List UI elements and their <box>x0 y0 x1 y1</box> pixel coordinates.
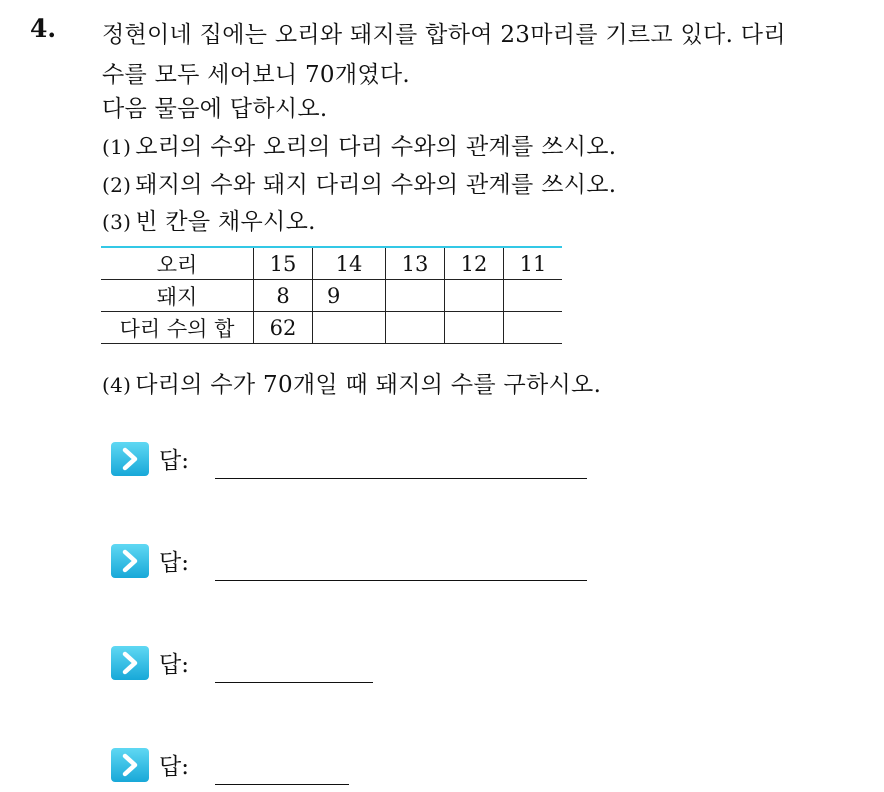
question-1-number: (1) <box>102 135 132 159</box>
question-2 <box>102 166 616 199</box>
table-cell: 9 <box>313 280 386 312</box>
table-cell: 62 <box>254 312 313 344</box>
answer-blank[interactable] <box>215 784 349 785</box>
question-3-number: (3) <box>102 210 132 234</box>
table-cell-blank[interactable] <box>313 312 386 344</box>
question-2-number: (2) <box>102 173 132 197</box>
problem-number: 4. <box>30 14 57 43</box>
table-cell: 13 <box>386 247 445 280</box>
table-cell-blank[interactable] <box>386 280 445 312</box>
chevron-right-icon <box>111 544 149 578</box>
answer-label: 답: <box>159 448 189 474</box>
question-1-text: 오리의 수와 오리의 다리 수와의 관계를 쓰시오. <box>135 134 617 160</box>
row-label: 오리 <box>101 247 254 280</box>
table-row-pig <box>101 280 562 312</box>
table-cell-blank[interactable] <box>445 312 504 344</box>
data-table <box>101 246 562 344</box>
answer-label: 답: <box>159 550 189 576</box>
chevron-right-icon <box>111 442 149 476</box>
problem-text-line2: 수를 모두 세어보니 70개였다. <box>102 62 411 88</box>
row-label: 돼지 <box>101 280 254 312</box>
table-cell-blank[interactable] <box>504 312 563 344</box>
table-cell: 8 <box>254 280 313 312</box>
problem-text-line1: 정현이네 집에는 오리와 돼지를 합하여 23마리를 기르고 있다. 다리 <box>102 22 786 48</box>
row-label: 다리 수의 합 <box>101 312 254 344</box>
chevron-right-icon <box>111 748 149 782</box>
question-4-text: 다리의 수가 70개일 때 돼지의 수를 구하시오. <box>135 372 602 398</box>
table-cell: 14 <box>313 247 386 280</box>
answer-label: 답: <box>159 754 189 780</box>
answer-blank[interactable] <box>215 478 587 479</box>
answer-blank[interactable] <box>215 580 587 581</box>
table-cell: 12 <box>445 247 504 280</box>
question-3 <box>102 203 316 236</box>
question-4-number: (4) <box>102 373 132 397</box>
question-2-text: 돼지의 수와 돼지 다리의 수와의 관계를 쓰시오. <box>135 172 617 198</box>
question-4 <box>102 366 601 399</box>
answer-label: 답: <box>159 652 189 678</box>
question-3-text: 빈 칸을 채우시오. <box>135 209 316 235</box>
problem-instruction: 다음 물음에 답하시오. <box>102 96 328 122</box>
question-1 <box>102 128 616 161</box>
table-row-legs <box>101 312 562 344</box>
table-cell-blank[interactable] <box>445 280 504 312</box>
table-cell: 11 <box>504 247 563 280</box>
table-cell: 15 <box>254 247 313 280</box>
table-cell-blank[interactable] <box>504 280 563 312</box>
table-row-duck <box>101 247 562 280</box>
answer-blank[interactable] <box>215 682 373 683</box>
table-cell-blank[interactable] <box>386 312 445 344</box>
chevron-right-icon <box>111 646 149 680</box>
